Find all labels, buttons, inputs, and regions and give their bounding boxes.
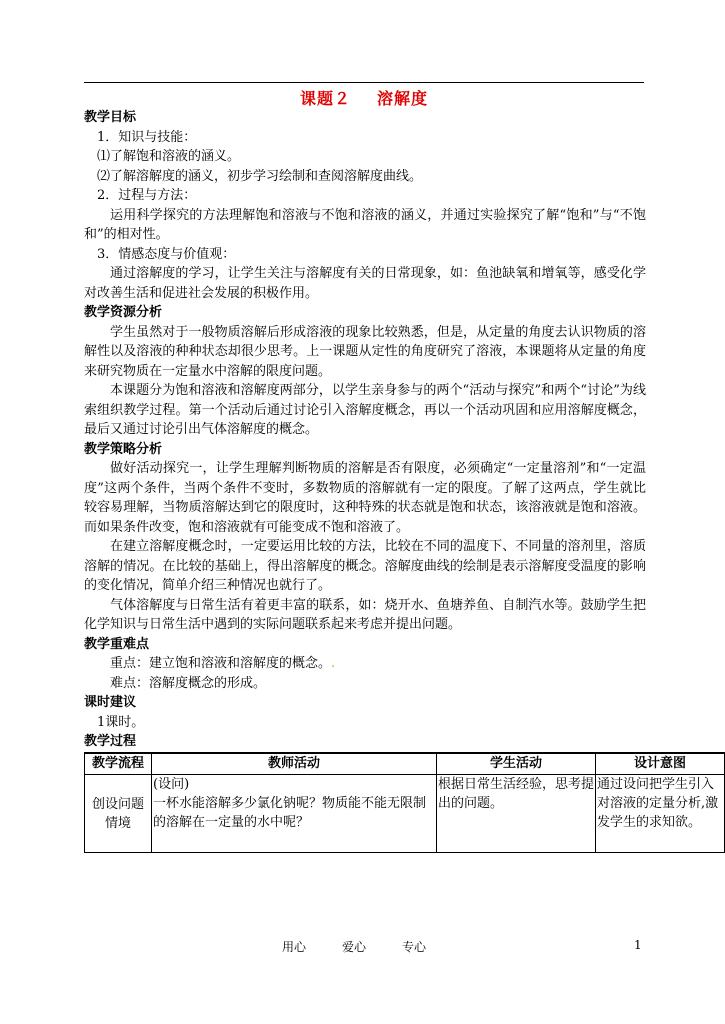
header-flow: 教学流程 bbox=[85, 753, 152, 775]
teacher-question: 一杯水能溶解多少氯化钠呢？物质能不能无限制的溶解在一定量的水中呢？ bbox=[153, 796, 427, 830]
section-heading-process: 教学过程 bbox=[84, 734, 137, 749]
table-row bbox=[85, 775, 725, 853]
key-point-line bbox=[84, 654, 646, 674]
page-number: 1 bbox=[634, 938, 642, 952]
teacher-label: (设问) bbox=[153, 777, 190, 792]
strategy-paragraph: 在建立溶解度概念时，一定要运用比较的方法，比较在不同的温度下、不同量的溶剂里，溶质溶解的情况。在比较的基础上，得出溶解度的概念。溶解度曲线的绘制是表示溶解度受温度的影响的变化情况，简单介绍三种情况也就行了。 bbox=[84, 539, 646, 593]
objective-line: ⑴了解饱和溶液的涵义。 bbox=[97, 149, 241, 164]
objective-line: 2．过程与方法： bbox=[97, 188, 197, 203]
header-teacher: 教师活动 bbox=[152, 753, 437, 775]
footer-motto bbox=[282, 938, 462, 955]
section-heading-key-points: 教学重难点 bbox=[84, 636, 150, 652]
resources-paragraph: 学生虽然对于一般物质溶解后形成溶液的现象比较熟悉，但是，从定量的角度去认识物质的溶解性以及溶液的种种状态却很少思考。上一课题从定性的角度研究了溶液，本课题将从定量的角度来研究物质在一定量水中溶解的限度问题。 bbox=[84, 324, 646, 379]
objective-paragraph: 通过溶解度的学习，让学生关注与溶解度有关的日常现象，如：鱼池缺氧和增氧等，感受化学对改善生活和促进社会发展的积极作用。 bbox=[84, 266, 646, 301]
objective-line: 3．情感态度与价值观： bbox=[97, 246, 236, 262]
section-heading-resources: 教学资源分析 bbox=[84, 305, 163, 320]
stray-mark: . bbox=[331, 656, 336, 671]
cell-teacher bbox=[152, 775, 437, 853]
footer-word: 专心 bbox=[402, 940, 427, 954]
document-body bbox=[84, 108, 646, 752]
strategy-paragraph: 做好活动探究一，让学生理解判断物质的溶解是否有限度，必须确定“一定量溶剂”和“一定温度”这两个条件，当两个条件不变时，多数物质的溶解就有一定的限度。了解了这两点，学生就比较容易理解，当物质溶解达到它的限度时，这种特殊的状态就是饱和状态，该溶液就是饱和溶液。而如果条件改变，饱和溶液就有可能变成不饱和溶液了。 bbox=[84, 461, 646, 535]
hours-line: 1课时。 bbox=[97, 714, 145, 730]
title-lesson-number: 课题２ bbox=[299, 89, 351, 108]
objective-paragraph: 运用科学探究的方法理解饱和溶液与不饱和溶液的涵义，并通过实验探究了解“饱和”与“不饱和”的相对性。 bbox=[84, 207, 646, 242]
cell-student: 根据日常生活经验，思考提出的问题。 bbox=[437, 775, 596, 853]
difficulty-line: 难点：溶解度概念的形成。 bbox=[110, 675, 267, 691]
strategy-paragraph: 气体溶解度与日常生活有着更丰富的联系，如：烧开水、鱼塘养鱼、自制汽水等。鼓励学生把化学知识与日常生活中遇到的实际问题联系起来考虑并提出问题。 bbox=[84, 597, 646, 632]
footer-word: 爱心 bbox=[342, 940, 367, 954]
header-intent: 设计意图 bbox=[596, 753, 725, 775]
key-point-text: 重点：建立饱和溶液和溶解度的概念。 bbox=[110, 656, 332, 671]
objective-line: 1．知识与技能： bbox=[97, 129, 197, 145]
section-heading-hours: 课时建议 bbox=[84, 695, 137, 710]
title-topic: 溶解度 bbox=[377, 89, 429, 108]
cell-flow: 创设问题情境 bbox=[85, 775, 152, 853]
cell-intent: 通过设问把学生引入对溶液的定量分析,激发学生的求知欲。 bbox=[596, 775, 725, 853]
section-heading-strategy: 教学策略分析 bbox=[84, 441, 163, 457]
table-header-row bbox=[85, 753, 725, 775]
header-student: 学生活动 bbox=[437, 753, 596, 775]
process-table bbox=[84, 752, 725, 853]
resources-paragraph: 本课题分为饱和溶液和溶解度两部分，以学生亲身参与的两个“活动与探究”和两个“讨论”为线索组织教学过程。第一个活动后通过讨论引入溶解度概念，再以一个活动巩固和应用溶解度概念，最后又通过讨论引出气体溶解度的概念。 bbox=[84, 383, 646, 437]
header-rule bbox=[84, 82, 644, 83]
section-heading-objectives: 教学目标 bbox=[84, 110, 137, 125]
footer-word: 用心 bbox=[282, 940, 307, 954]
objective-line: ⑵了解溶解度的涵义，初步学习绘制和查阅溶解度曲线。 bbox=[97, 168, 423, 184]
page-title bbox=[84, 86, 644, 109]
